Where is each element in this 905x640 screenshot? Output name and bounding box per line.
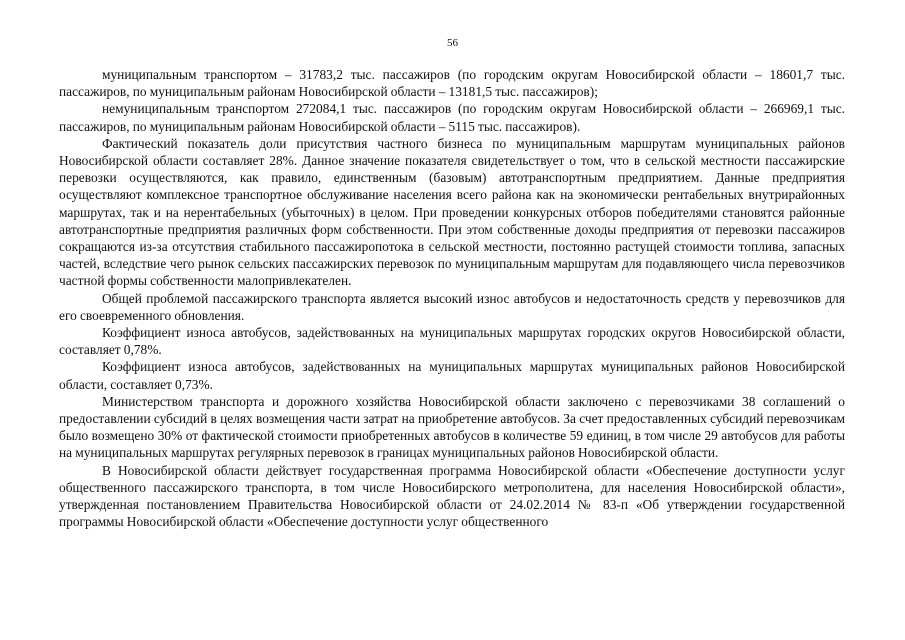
paragraph-wear-urban-districts: Коэффициент износа автобусов, задействованных на муниципальных маршрутах городских округов Новосибирской области, составляет 0,78%. <box>59 325 845 358</box>
paragraph-wear-municipal-districts: Коэффициент износа автобусов, задействованных на муниципальных маршрутах муниципальных районов Новосибирской области, составляет 0,73%. <box>59 359 845 392</box>
document-body <box>59 66 845 530</box>
paragraph-private-business-share: Фактический показатель доли присутствия частного бизнеса по муниципальным маршрутам муниципальных районов Новосибирской области составляет 28%. Данное значение показателя свидетельствует о том, что в сельской местности пассажирские перевозки осуществляются, как правило, единственным (базовым) автотранспортным предприятием. Данные предприятия осуществляют комплексное транспортное обслуживание населения всего района как на экономически рентабельных внутрирайонных маршрутах, так и на нерентабельных (убыточных) в целом. При проведении конкурсных отборов победителями становятся районные автотранспортные предприятия различных форм собственности. При этом собственные доходы предприятия от перевозки пассажиров сокращаются из-за отсутствия стабильного пассажиропотока в сельской местности, постоянно растущей стоимости топлива, запасных частей, вследствие чего рынок сельских пассажирских перевозок по муниципальным маршрутам для подавляющего числа перевозчиков частной формы собственности малопривлекателен. <box>59 135 845 289</box>
paragraph-non-municipal-transport: немуниципальным транспортом 272084,1 тыс. пассажиров (по городским округам Новосибирской области – 266969,1 тыс. пассажиров, по муниципальным районам Новосибирской области – 5115 тыс. пассажиров). <box>59 101 845 134</box>
paragraph-state-program: В Новосибирской области действует государственная программа Новосибирской области «Обеспечение доступности услуг общественного пассажирского транспорта, в том числе Новосибирского метрополитена, для населения Новосибирской области», утвержденная постановлением Правительства Новосибирской области от 24.02.2014 № 83-п «Об утверждении государственной программы Новосибирской области «Обеспечение доступности услуг общественного <box>59 462 845 530</box>
paragraph-subsidy-agreements: Министерством транспорта и дорожного хозяйства Новосибирской области заключено с перевозчиками 38 соглашений о предоставлении субсидий в целях возмещения части затрат на приобретение автобусов. За счет предоставленных субсидий перевозчикам было возмещено 30% от фактической стоимости приобретенных автобусов в количестве 59 единиц, в том числе 29 автобусов для работы на муниципальных маршрутах регулярных перевозок в границах муниципальных районов Новосибирской области. <box>59 393 845 461</box>
paragraph-bus-wear-problem: Общей проблемой пассажирского транспорта является высокий износ автобусов и недостаточность средств у перевозчиков для его своевременного обновления. <box>59 290 845 323</box>
page-number: 56 <box>447 37 458 49</box>
paragraph-municipal-transport: муниципальным транспортом – 31783,2 тыс. пассажиров (по городским округам Новосибирской области – 18601,7 тыс. пассажиров, по муниципальным районам Новосибирской области – 13181,5 тыс. пассажиров); <box>59 67 845 100</box>
